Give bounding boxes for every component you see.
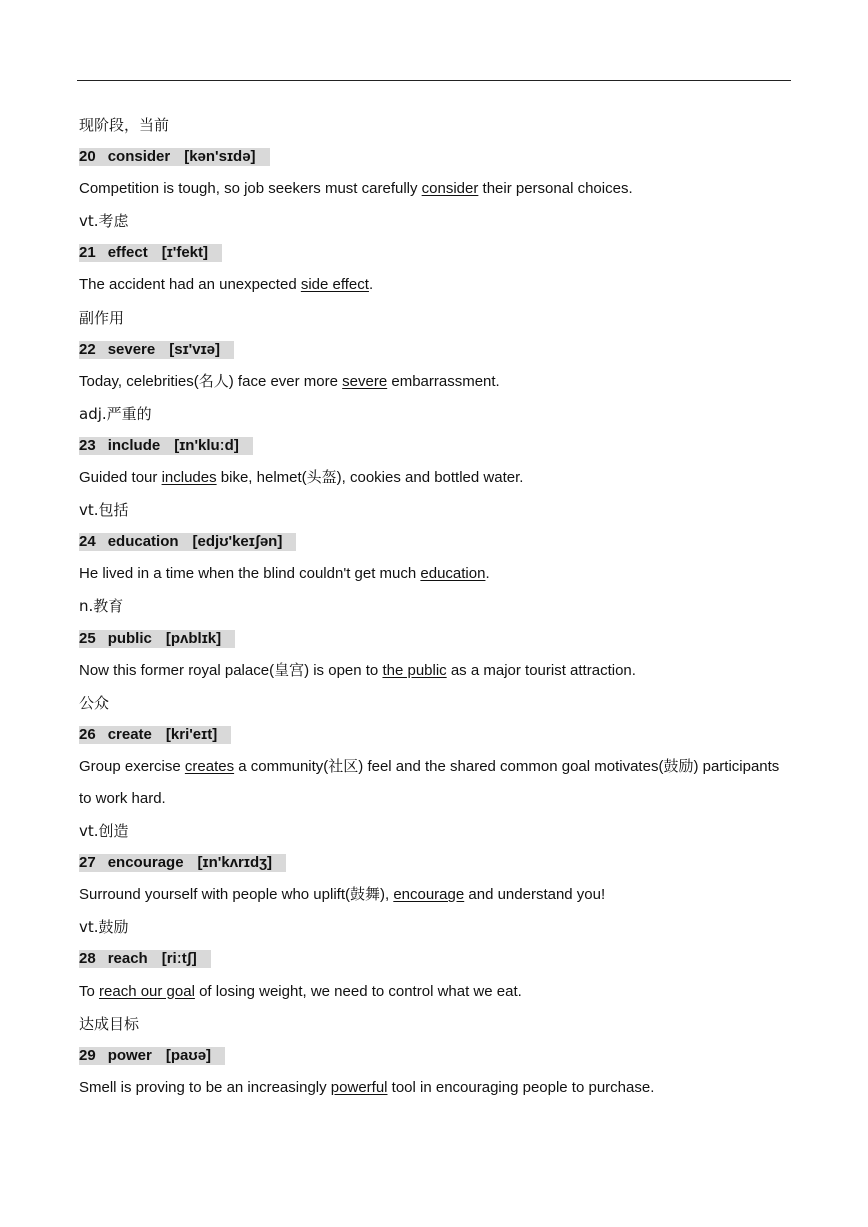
entry-number: 28 <box>79 950 96 968</box>
underlined-term: includes <box>161 469 217 487</box>
definition-row <box>79 590 791 622</box>
definition-row <box>79 109 791 141</box>
underlined-term: the public <box>382 661 447 679</box>
sentence-text: as a major tourist attraction. <box>446 661 636 679</box>
headword-bar <box>79 148 270 166</box>
headword-bar <box>79 630 235 648</box>
example-sentence <box>79 366 791 398</box>
sentence-text: . <box>368 276 374 294</box>
definition-row <box>79 911 791 943</box>
definition: 现阶段，当前 <box>79 116 170 134</box>
sentence-text: Today, celebrities(名人) face ever more <box>79 372 343 390</box>
vocabulary-list <box>79 109 791 1104</box>
definition: 公众 <box>79 693 110 712</box>
example-sentence <box>79 976 791 1008</box>
headword-row <box>79 943 791 975</box>
headword: education <box>107 533 179 551</box>
phonetic: [edjʊ'keɪʃən] <box>192 533 283 551</box>
headword-row <box>79 334 791 366</box>
phonetic: [sɪ'vɪə] <box>169 340 220 358</box>
headword: public <box>107 629 152 647</box>
headword-row <box>79 1040 791 1072</box>
sentence-text: of losing weight, we need to control what we eat. <box>194 982 522 1000</box>
definition-row <box>79 205 791 237</box>
headword-bar <box>79 244 222 262</box>
headword: effect <box>107 244 148 262</box>
underlined-term: reach our goal <box>99 982 195 1000</box>
headword-bar <box>79 950 211 968</box>
phonetic: [kən'sɪdə] <box>184 148 256 166</box>
sentence-text: Group exercise <box>79 757 185 775</box>
entry-number: 29 <box>79 1046 96 1064</box>
definition-row <box>79 302 791 334</box>
headword-row <box>79 847 791 879</box>
headword: power <box>107 1046 152 1064</box>
underlined-term: consider <box>421 180 479 198</box>
headword-row <box>79 719 791 751</box>
definition: n.教育 <box>79 597 124 616</box>
sentence-text: embarrassment. <box>387 372 500 390</box>
example-sentence <box>79 655 791 687</box>
headword: severe <box>107 340 156 358</box>
definition: 达成目标 <box>79 1014 140 1033</box>
headword: create <box>107 725 152 743</box>
headword: consider <box>107 148 171 166</box>
underlined-term: encourage <box>393 886 465 904</box>
phonetic: [ɪn'kʌrɪdʒ] <box>197 854 273 872</box>
headword: encourage <box>107 854 184 872</box>
underlined-term: education <box>420 565 486 583</box>
headword: include <box>107 436 161 454</box>
definition-row <box>79 815 791 847</box>
entry-number: 25 <box>79 629 96 647</box>
headword-row <box>79 526 791 558</box>
sentence-text: a community(社区) feel and the shared common goal motivates(鼓励) participants to work hard. <box>79 757 780 807</box>
underlined-term: powerful <box>330 1078 388 1096</box>
definition-row <box>79 1008 791 1040</box>
definition: vt.鼓励 <box>79 918 129 937</box>
definition: adj.严重的 <box>79 404 152 423</box>
sentence-text: their personal choices. <box>478 180 633 198</box>
definition: vt.考虑 <box>79 212 129 231</box>
sentence-text: . <box>485 565 490 583</box>
headword-bar <box>79 1047 225 1065</box>
underlined-term: side effect <box>300 276 369 294</box>
sentence-text: Competition is tough, so job seekers must carefully <box>79 180 422 198</box>
headword-row <box>79 430 791 462</box>
example-sentence <box>79 269 791 301</box>
definition: vt.包括 <box>79 501 129 520</box>
sentence-text: Guided tour <box>79 469 162 487</box>
sentence-text: and understand you! <box>464 886 606 904</box>
definition-row <box>79 398 791 430</box>
headword-row <box>79 237 791 269</box>
entry-number: 23 <box>79 436 96 454</box>
example-sentence <box>79 751 791 815</box>
definition-row <box>79 687 791 719</box>
phonetic: [pʌblɪk] <box>165 629 222 647</box>
entry-number: 27 <box>79 854 96 872</box>
entry-number: 26 <box>79 725 96 743</box>
sentence-text: Surround yourself with people who uplift(鼓舞), <box>79 886 394 904</box>
entry-number: 20 <box>79 148 96 166</box>
phonetic: [ɪ'fekt] <box>161 244 209 262</box>
definition-row <box>79 494 791 526</box>
example-sentence <box>79 173 791 205</box>
phonetic: [ɪn'kluːd] <box>174 436 239 454</box>
phonetic: [riːtʃ] <box>161 950 197 968</box>
entry-number: 21 <box>79 244 96 262</box>
entry-number: 24 <box>79 533 96 551</box>
phonetic: [paʊə] <box>165 1046 212 1064</box>
definition: 副作用 <box>79 308 125 327</box>
underlined-term: creates <box>184 757 235 775</box>
entry-number: 22 <box>79 340 96 358</box>
sentence-text: Now this former royal palace(皇宫) is open to <box>79 661 383 679</box>
example-sentence <box>79 462 791 494</box>
headword-bar <box>79 854 286 872</box>
underlined-term: severe <box>342 372 388 390</box>
example-sentence <box>79 558 791 590</box>
example-sentence <box>79 879 791 911</box>
headword-bar <box>79 341 234 359</box>
phonetic: [kri'eɪt] <box>165 725 218 743</box>
headword-bar <box>79 726 231 744</box>
sentence-text: To <box>79 982 100 1000</box>
header-rule <box>77 80 791 81</box>
headword-bar <box>79 533 296 551</box>
sentence-text: bike, helmet(头盔), cookies and bottled water. <box>216 469 524 487</box>
example-sentence <box>79 1072 791 1104</box>
sentence-text: Smell is proving to be an increasingly <box>79 1078 331 1096</box>
headword-row <box>79 623 791 655</box>
headword-bar <box>79 437 253 455</box>
sentence-text: The accident had an unexpected <box>79 276 301 294</box>
headword-row <box>79 141 791 173</box>
sentence-text: He lived in a time when the blind couldn't get much <box>79 565 421 583</box>
sentence-text: tool in encouraging people to purchase. <box>387 1078 655 1096</box>
definition: vt.创造 <box>79 822 129 841</box>
headword: reach <box>107 950 148 968</box>
